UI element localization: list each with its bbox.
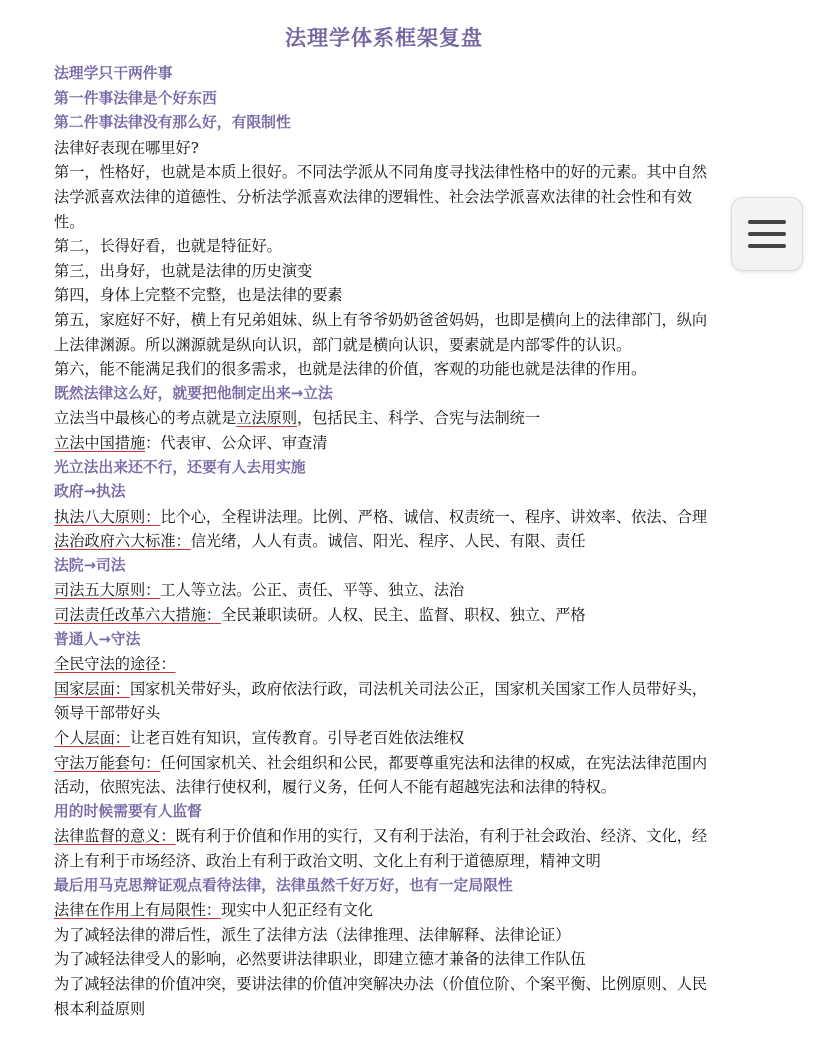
underlined-term: 法律在作用上有局限性： — [54, 901, 222, 920]
paragraph-line: 为了减轻法律的滞后性，派生了法律方法（法律推理、法律解释、法律论证） — [54, 925, 571, 944]
paragraph-line — [54, 529, 718, 554]
paragraph-line — [54, 824, 718, 873]
paragraph-text: 让老百姓有知识，宣传教育。引导老百姓依法维权 — [129, 729, 465, 748]
underlined-term: 司法五大原则： — [54, 581, 161, 600]
paragraph-line — [54, 677, 718, 726]
paragraph-text: 全民兼职读研。人权、民主、监督、职权、独立、严格 — [221, 606, 586, 625]
paragraph-text: 现实中人犯正经有文化 — [221, 901, 373, 920]
underlined-term: 国家层面： — [54, 679, 130, 698]
section-heading: 政府→执法 — [54, 483, 126, 501]
section-heading: 光立法出来还不行，还要有人去用实施 — [54, 458, 306, 476]
hamburger-menu-icon-bar — [748, 244, 786, 248]
paragraph-line — [54, 603, 718, 628]
underlined-term: 执法八大原则： — [54, 507, 161, 526]
section-heading: 第一件事法律是个好东西 — [54, 89, 217, 107]
underlined-term: 个人层面： — [54, 729, 130, 748]
hamburger-menu-icon-bar — [748, 232, 786, 236]
underlined-term: 全民守法的途径： — [54, 655, 176, 674]
section-heading: 用的时候需要有人监督 — [54, 802, 202, 820]
section-heading: 第二件事法律没有那么好，有限制性 — [54, 114, 291, 132]
underlined-term: 守法万能套句： — [54, 753, 161, 772]
hamburger-menu-icon — [748, 220, 786, 224]
section-heading: 普通人→守法 — [54, 630, 141, 648]
underlined-term: 立法原则 — [236, 409, 297, 428]
paragraph-line — [54, 505, 718, 530]
paragraph-text: 工人等立法。公正、责任、平等、独立、法治 — [160, 581, 465, 600]
page-title: 法理学体系框架复盘 — [285, 26, 483, 50]
paragraph-line: 第六，能不能满足我们的很多需求，也就是法律的价值，客观的功能也就是法律的作用。 — [54, 360, 647, 379]
underlined-term: 法律监督的意义： — [54, 827, 176, 846]
paragraph-line — [54, 751, 718, 800]
paragraph-line — [54, 431, 718, 456]
section-heading: 法理学只干两件事 — [54, 65, 173, 82]
paragraph-text: 立法当中最核心的考点就是 — [54, 409, 237, 428]
document-body — [54, 62, 718, 1021]
paragraph-line: 第五，家庭好不好，横上有兄弟姐妹、纵上有爷爷奶奶爸爸妈妈，也即是横向上的法律部门，纵向上法律渊源。所以渊源就是纵向认识，部门就是横向认识，要素就是内部零件的认识。 — [54, 310, 708, 354]
paragraph-line: 第三，出身好，也就是法律的历史演变 — [54, 261, 313, 280]
paragraph-line — [54, 406, 718, 431]
underlined-term: 法治政府六大标准： — [54, 532, 191, 551]
underlined-term: 司法责任改革六大措施： — [54, 606, 222, 625]
paragraph-text: ：代表审、公众评、审查清 — [145, 433, 328, 452]
paragraph-text: 既有利于价值和作用的实行，又有利于法治，有利于社会政治、经济、文化，经济上有利于市场经济、政治上有利于政治文明、文化上有利于道德原理，精神文明 — [54, 827, 708, 870]
paragraph-text: 比个心，全程讲法理。比例、严格、诚信、权责统一、程序、讲效率、依法、合理 — [160, 507, 708, 526]
section-heading: 法院→司法 — [54, 556, 126, 574]
paragraph-line — [54, 652, 718, 677]
section-heading: 既然法律这么好，就要把他制定出来→立法 — [54, 384, 333, 402]
paragraph-line: 法律好表现在哪里好? — [54, 138, 199, 157]
paragraph-text: ，包括民主、科学、合宪与法制统一 — [297, 409, 540, 428]
paragraph-text: 国家机关带好头，政府依法行政，司法机关司法公正，国家机关国家工作人员带好头，领导干部带好头 — [54, 679, 708, 723]
paragraph-text: 任何国家机关、社会组织和公民，都要尊重宪法和法律的权威，在宪法法律范围内活动，依照宪法、法律行使权利，履行义务，任何人不能有超越宪法和法律的特权。 — [54, 753, 708, 797]
paragraph-line — [54, 726, 718, 751]
paragraph-line: 第四，身体上完整不完整，也是法律的要素 — [54, 286, 343, 305]
paragraph-line: 为了减轻法律的价值冲突，要讲法律的价值冲突解决办法（价值位阶、个案平衡、比例原则、人民根本利益原则 — [54, 974, 708, 1018]
paragraph-line: 为了减轻法律受人的影响，必然要讲法律职业，即建立德才兼备的法律工作队伍 — [54, 950, 586, 969]
paragraph-line: 第一，性格好，也就是本质上很好。不同法学派从不同角度寻找法律性格中的好的元素。其中自然法学派喜欢法律的道德性、分析法学派喜欢法律的逻辑性、社会法学派喜欢法律的社会性和有效性。 — [54, 163, 708, 231]
underlined-term: 立法中国措施 — [54, 433, 146, 452]
paragraph-line — [54, 898, 718, 923]
menu-button[interactable] — [731, 197, 803, 271]
paragraph-line: 第二，长得好看，也就是特征好。 — [54, 237, 282, 256]
paragraph-line — [54, 578, 718, 603]
paragraph-text: 信光绪，人人有责。诚信、阳光、程序、人民、有限、责任 — [190, 532, 586, 551]
section-heading: 最后用马克思辩证观点看待法律，法律虽然千好万好，也有一定局限性 — [54, 876, 513, 894]
